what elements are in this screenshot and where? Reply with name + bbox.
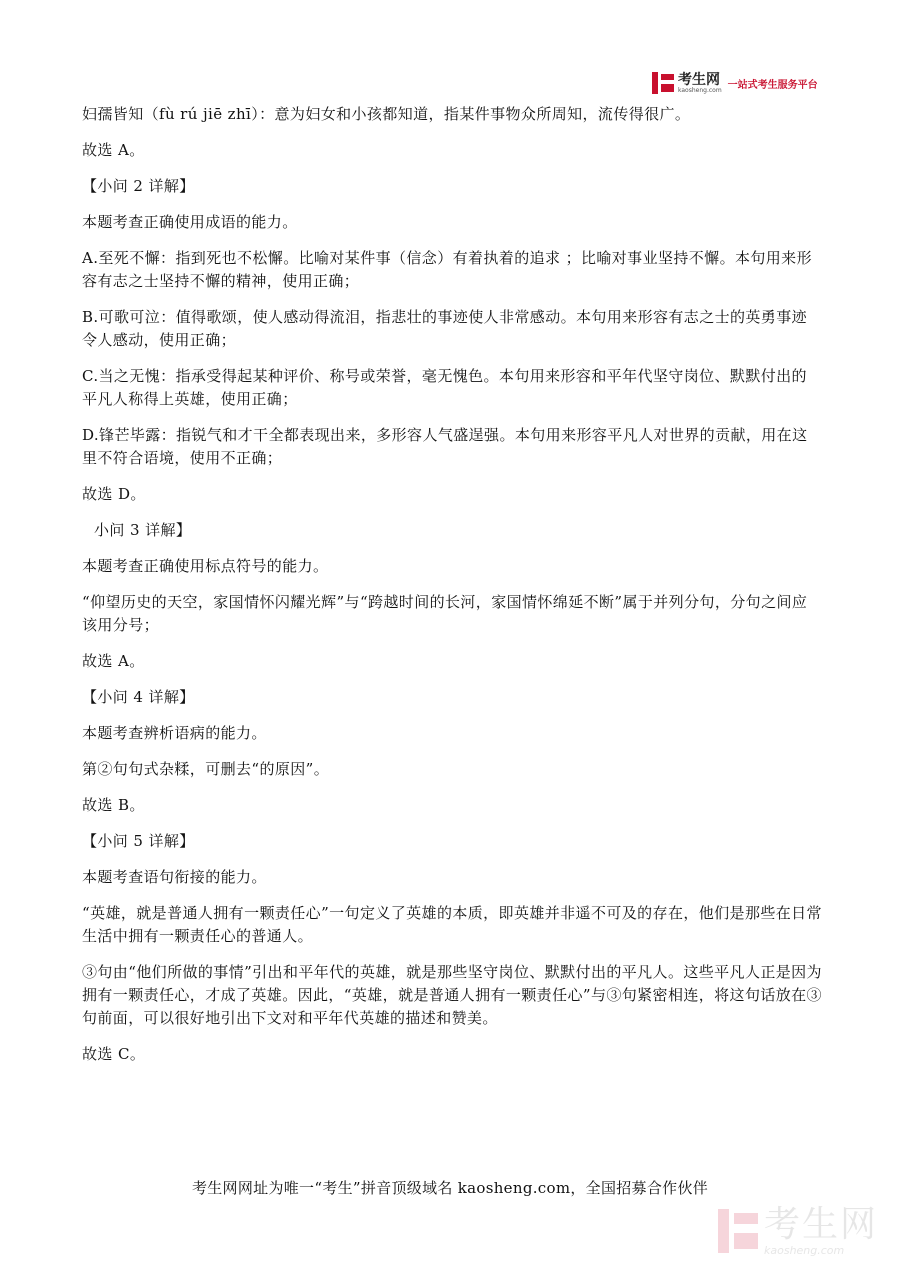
answer-5: 故选 C。 [82,1045,146,1063]
answer-2: 故选 D。 [82,485,146,503]
logo-name: 考生网 [678,71,720,88]
paragraph-1: 妇孺皆知（fù rú jiē zhī）：意为妇女和小孩都知道，指某件事物众所周知，流传得很广。 [82,105,691,123]
header-logo [652,72,818,94]
paragraph-q2-b: B.可歌可泣：值得歌颂，使人感动得流泪，指悲壮的事迹使人非常感动。本句用来形容有志之士的英勇事迹令人感动，使用正确； [82,308,807,349]
kaosheng-logo-icon [652,72,674,94]
section-heading-2: 【小问 2 详解】 [82,177,195,195]
watermark-logo-icon [718,1209,758,1253]
paragraph-q2-d: D.锋芒毕露：指锐气和才干全都表现出来，多形容人气盛逞强。本句用来形容平凡人对世界的贡献，用在这里不符合语境，使用不正确； [82,426,808,467]
paragraph-q3-body: “仰望历史的天空，家国情怀闪耀光辉”与“跨越时间的长河，家国情怀绵延不断”属于并列分句，分句之间应该用分号； [82,593,808,634]
watermark-domain: kaosheng.com [764,1243,845,1257]
answer-4: 故选 B。 [82,796,145,814]
answer-3: 故选 A。 [82,652,145,670]
logo-domain: kaosheng.com [678,86,722,94]
paragraph-q2-c: C.当之无愧：指承受得起某种评价、称号或荣誉，毫无愧色。本句用来形容和平年代坚守岗位、默默付出的平凡人称得上英雄，使用正确； [82,367,807,408]
logo-slogan: 一站式考生服务平台 [727,79,818,91]
paragraph-q5-intro: 本题考查语句衔接的能力。 [82,868,267,886]
answer-1: 故选 A。 [82,141,145,159]
paragraph-q3-intro: 本题考查正确使用标点符号的能力。 [82,557,329,575]
page-footer: 考生网网址为唯一“考生”拼音顶级域名 kaosheng.com，全国招募合作伙伴 [191,1179,709,1197]
section-heading-4: 【小问 4 详解】 [82,688,195,706]
paragraph-q2-a: A.至死不懈：指到死也不松懈。比喻对某件事（信念）有着执着的追求 ；比喻对事业坚持不懈。本句用来形容有志之士坚持不懈的精神，使用正确； [82,249,812,290]
paragraph-q4-intro: 本题考查辨析语病的能力。 [82,724,267,742]
watermark-name: 考生网 [764,1203,879,1245]
paragraph-q4-body: 第②句句式杂糅，可删去“的原因”。 [82,760,330,778]
section-heading-3: 小问 3 详解】 [94,521,192,539]
document-body [82,103,822,1079]
paragraph-q5-body-1: “英雄，就是普通人拥有一颗责任心”一句定义了英雄的本质，即英雄并非遥不可及的存在，他们是那些在日常生活中拥有一颗责任心的普通人。 [82,904,822,945]
watermark [718,1203,888,1259]
paragraph-q5-body-2: ③句由“他们所做的事情”引出和平年代的英雄，就是那些坚守岗位、默默付出的平凡人。这些平凡人正是因为拥有一颗责任心，才成了英雄。因此，“英雄，就是普通人拥有一颗责任心”与③句紧密相连，将这句话放在③句前面，可以很好地引出下文对和平年代英雄的描述和赞美。 [82,963,822,1027]
paragraph-q2-intro: 本题考查正确使用成语的能力。 [82,213,298,231]
section-heading-5: 【小问 5 详解】 [82,832,195,850]
